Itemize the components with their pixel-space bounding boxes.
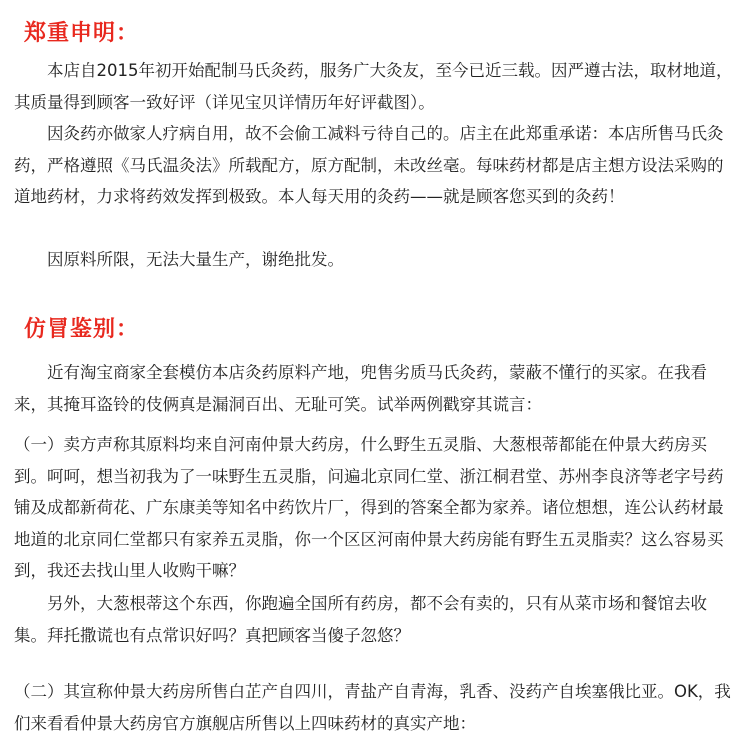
counterfeit-point-1-extra: 另外，大葱根蒂这个东西，你跑遍全国所有药房，都不会有卖的，只有从菜市场和餐馆去收集。拜托撒谎也有点常识好吗？真把顾客当傻子忽悠？	[14, 594, 707, 645]
counterfeit-point-2: （二）其宣称仲景大药房所售白芷产自四川，青盐产自青海，乳香、没药产自埃塞俄比亚。OK，我们来看看仲景大药房官方旗舰店所售以上四味药材的真实产地：	[14, 682, 731, 733]
counterfeit-intro: 近有淘宝商家全套模仿本店灸药原料产地，兜售劣质马氏灸药，蒙蔽不懂行的买家。在我看来，其掩耳盗铃的伎俩真是漏洞百出、无耻可笑。试举两例戳穿其谎言：	[14, 363, 707, 414]
disclaimer-paragraph-3: 因原料所限，无法大量生产，谢绝批发。	[47, 250, 344, 269]
counterfeit-heading: 仿冒鉴别：	[24, 317, 140, 342]
disclaimer-paragraph-1: 本店自2015年初开始配制马氏灸药，服务广大灸友，至今已近三载。因严遵古法，取材地道，其质量得到顾客一致好评（详见宝贝详情历年好评截图）。	[14, 61, 733, 112]
disclaimer-heading: 郑重申明：	[24, 21, 140, 46]
counterfeit-point-1: （一）卖方声称其原料均来自河南仲景大药房，什么野生五灵脂、大葱根蒂都能在仲景大药房买到。呵呵，想当初我为了一味野生五灵脂，问遍北京同仁堂、浙江桐君堂、苏州李良济等老字号药铺及成都新荷花、广东康美等知名中药饮片厂，得到的答案全都为家养。诸位想想，连公认药材最地道的北京同仁堂都只有家养五灵脂，你一个区区河南仲景大药房能有野生五灵脂卖？这么容易买到，我还去找山里人收购干嘛？	[14, 435, 724, 580]
disclaimer-paragraph-2: 因灸药亦做家人疗病自用，故不会偷工减料亏待自己的。店主在此郑重承诺：本店所售马氏灸药，严格遵照《马氏温灸法》所载配方，原方配制，未改丝毫。每味药材都是店主想方设法采购的道地药材，力求将药效发挥到极致。本人每天用的灸药——就是顾客您买到的灸药！	[14, 124, 724, 206]
